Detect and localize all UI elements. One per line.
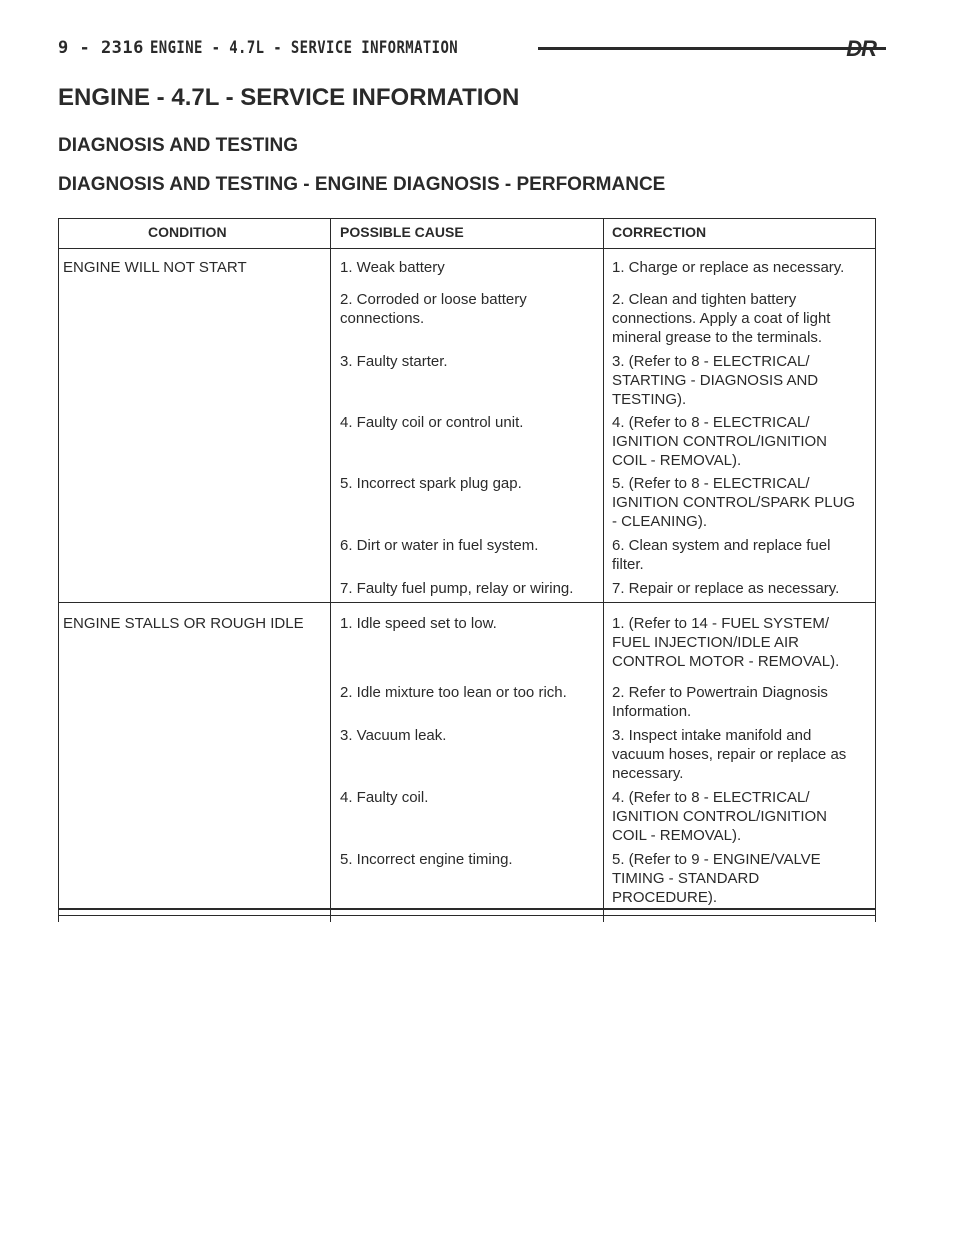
header-rule: [538, 47, 886, 50]
correction-cell: 2. Refer to Powertrain Diagnosis Information.: [612, 684, 828, 720]
table-bottom-rule: [58, 908, 876, 910]
correction-cell: 7. Repair or replace as necessary.: [612, 580, 840, 597]
correction-cell: 6. Clean system and replace fuel filter.: [612, 537, 831, 573]
correction-cell: 3. (Refer to 8 - ELECTRICAL/ STARTING - DIAGNOSIS AND TESTING).: [612, 353, 819, 408]
table-bottom-rule: [58, 915, 876, 916]
diagnosis-table: [58, 218, 876, 922]
cause-cell: 6. Dirt or water in fuel system.: [340, 537, 539, 554]
group-divider: [58, 602, 876, 603]
header-rule: [58, 248, 876, 249]
cause-cell: 7. Faulty fuel pump, relay or wiring.: [340, 580, 574, 597]
column-divider: [603, 218, 604, 922]
subsection-heading: DIAGNOSIS AND TESTING - ENGINE DIAGNOSIS - PERFORMANCE: [58, 174, 666, 195]
correction-cell: 4. (Refer to 8 - ELECTRICAL/ IGNITION CONTROL/IGNITION COIL - REMOVAL).: [612, 414, 828, 469]
cause-cell: 1. Idle speed set to low.: [340, 615, 497, 632]
correction-cell: 5. (Refer to 8 - ELECTRICAL/ IGNITION CONTROL/SPARK PLUG - CLEANING).: [612, 475, 856, 530]
column-divider: [330, 218, 331, 922]
correction-cell: 3. Inspect intake manifold and vacuum hoses, repair or replace as necessary.: [612, 727, 847, 782]
condition-cell: ENGINE WILL NOT START: [63, 259, 247, 276]
correction-cell: 2. Clean and tighten battery connections. Apply a coat of light mineral grease to the terminals.: [612, 291, 831, 346]
section-heading: DIAGNOSIS AND TESTING: [58, 135, 298, 156]
table-top-rule: [58, 218, 876, 219]
correction-cell: 1. (Refer to 14 - FUEL SYSTEM/ FUEL INJECTION/IDLE AIR CONTROL MOTOR - REMOVAL).: [612, 615, 840, 670]
column-header-correction: CORRECTION: [612, 224, 707, 240]
cause-cell: 1. Weak battery: [340, 259, 445, 276]
table-border-left: [58, 218, 59, 922]
cause-cell: 3. Vacuum leak.: [340, 727, 447, 744]
cause-cell: 4. Faulty coil.: [340, 789, 429, 806]
table-border-right: [875, 218, 876, 922]
brand-logo: DR: [846, 36, 876, 61]
cause-cell: 5. Incorrect engine timing.: [340, 851, 513, 868]
page-header: [58, 36, 876, 62]
cause-cell: 4. Faulty coil or control unit.: [340, 414, 524, 431]
cause-cell: 2. Idle mixture too lean or too rich.: [340, 684, 567, 701]
correction-cell: 1. Charge or replace as necessary.: [612, 259, 845, 276]
correction-cell: 5. (Refer to 9 - ENGINE/VALVE TIMING - STANDARD PROCEDURE).: [612, 851, 821, 906]
page-title: ENGINE - 4.7L - SERVICE INFORMATION: [58, 84, 520, 111]
cause-cell: 3. Faulty starter.: [340, 353, 448, 370]
cause-cell: 2. Corroded or loose battery connections.: [340, 291, 527, 327]
correction-cell: 4. (Refer to 8 - ELECTRICAL/ IGNITION CONTROL/IGNITION COIL - REMOVAL).: [612, 789, 828, 844]
column-header-condition: CONDITION: [148, 224, 227, 240]
cause-cell: 5. Incorrect spark plug gap.: [340, 475, 522, 492]
column-header-cause: POSSIBLE CAUSE: [340, 224, 464, 240]
page-number: 9 - 2316: [58, 38, 144, 58]
running-title: ENGINE - 4.7L - SERVICE INFORMATION: [150, 38, 459, 58]
condition-cell: ENGINE STALLS OR ROUGH IDLE: [63, 615, 304, 632]
